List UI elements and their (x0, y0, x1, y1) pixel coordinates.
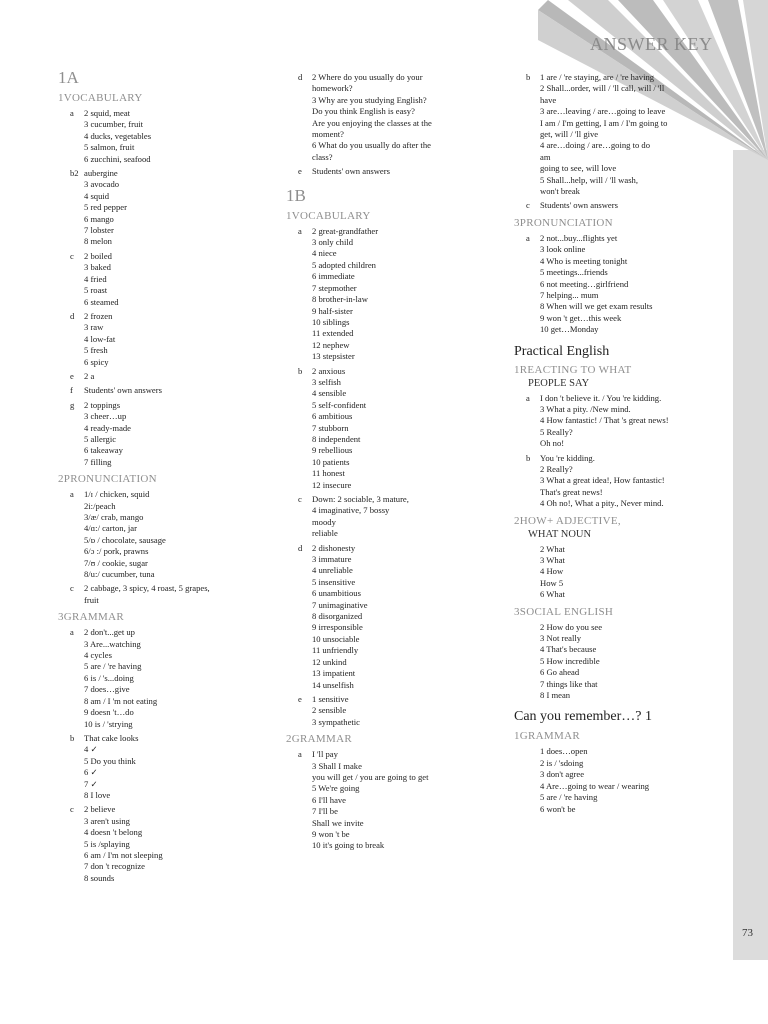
exercise-group (286, 366, 482, 491)
answer-line: 3 immature (312, 554, 352, 565)
grammar-exercises (286, 749, 482, 852)
exercise-group (58, 733, 236, 801)
column-2 (286, 69, 482, 855)
answer-line: 2i:/peach (84, 500, 116, 511)
answer-line: 2 How do you see (540, 621, 603, 632)
answer-line: That's great news! (540, 486, 603, 497)
answer-line: 5 are / 're having (84, 661, 142, 672)
answer-line: 3 What a pity. /New mind. (540, 403, 631, 414)
answer-line: 7 ✓ (84, 778, 98, 789)
answer-line: 5 is /splaying (84, 838, 130, 849)
exercise-group (58, 371, 236, 382)
answer-line: 2 anxious (312, 365, 346, 376)
exercise-label: a (526, 392, 530, 403)
answer-line: 3 Are...watching (84, 638, 141, 649)
answer-line: 7 don 't recognize (84, 861, 145, 872)
answer-line: 3 don't agree (540, 769, 585, 780)
exercise-label: d (298, 542, 303, 553)
exercise-group (58, 168, 236, 248)
exercise-group (286, 494, 482, 540)
answer-line: reliable (312, 528, 338, 539)
answer-line: 10 unsociable (312, 633, 360, 644)
answer-line: 10 get…Monday (540, 324, 599, 335)
answer-line: 4 squid (84, 190, 110, 201)
answer-line: 4 How (540, 566, 564, 577)
answer-line: 4 fried (84, 273, 107, 284)
answer-line: 2 cabbage, 3 spicy, 4 roast, 5 grapes, (84, 583, 210, 594)
exercise-group (58, 400, 236, 468)
answer-line: 10 is / 'strying (84, 718, 133, 729)
section-heading: 1VOCABULARY (58, 92, 143, 104)
answer-line: 11 honest (312, 468, 345, 479)
answer-line: 2 dishonesty (312, 542, 356, 553)
answer-line: 8 brother-in-law (312, 294, 368, 305)
answer-line: am (540, 151, 551, 162)
exercise-label: b (526, 72, 531, 82)
reacting-exercises (514, 393, 714, 510)
answer-line: 9 irresponsible (312, 622, 363, 633)
answer-line: 6 not meeting…girlfriend (540, 278, 629, 289)
answer-line: 6 takeaway (84, 445, 123, 456)
section-heading: 1GRAMMAR (514, 730, 580, 743)
answer-line: 8 am / I 'm not eating (84, 695, 158, 706)
exercise-label: a (70, 627, 74, 638)
section-subheading: WHAT NOUN (528, 528, 592, 540)
answer-line: 9 won 't get…this week (540, 312, 622, 323)
answer-line: Do you think English is easy? (312, 106, 415, 117)
section-heading: 2HOW+ ADJECTIVE, (514, 514, 621, 527)
answer-line: 3 are…leaving / are…going to leave (540, 106, 666, 117)
answer-line: 2 Really? (540, 463, 573, 474)
exercise-label: c (70, 804, 74, 815)
answer-line: fruit (84, 594, 99, 605)
answer-line: 12 unkind (312, 656, 347, 667)
answer-line: 3 What a great idea!, How fantastic! (540, 475, 665, 486)
answer-line: going to see, will love (540, 163, 617, 174)
pronunciation-exercises (514, 233, 714, 336)
answer-line: 6 unambitious (312, 588, 361, 599)
remember-grammar-answers (514, 746, 714, 814)
exercise-group (58, 627, 236, 730)
exercise-label: e (298, 693, 302, 704)
exercise-group (286, 694, 482, 728)
answer-line: 10 siblings (312, 316, 350, 327)
column-3 (514, 69, 714, 818)
exercise-label: e (298, 166, 302, 177)
answer-line: Are you enjoying the classes at the (312, 117, 432, 128)
answer-line: 4 low-fat (84, 333, 116, 344)
answer-line: 5 How incredible (540, 655, 600, 666)
exercise-label: d (70, 310, 75, 321)
answer-line: 2 believe (84, 804, 116, 815)
answer-line: 6 won't be (540, 803, 576, 814)
exercise-group (58, 108, 236, 165)
exercise-label: b (70, 732, 75, 743)
exercise-group (58, 251, 236, 308)
exercise-group (286, 226, 482, 363)
answer-line: 8/u:/ cucumber, tuna (84, 569, 155, 580)
answer-line: 7 I'll be (312, 806, 338, 817)
answer-line: 3 avocado (84, 179, 120, 190)
answer-line: homework? (312, 83, 353, 94)
answer-line: 3 sympathetic (312, 716, 360, 727)
answer-line: 8 I love (84, 789, 111, 800)
answer-line: 13 impatient (312, 668, 356, 679)
answer-line: 6 steamed (84, 296, 119, 307)
answer-line: 2 squid, meat (84, 108, 131, 118)
exercise-label: c (526, 200, 530, 211)
answer-line: 3 What (540, 555, 565, 565)
answer-line: 3 baked (84, 262, 111, 273)
answer-line: 6 What do you usually do after the (312, 140, 431, 151)
answer-line: have (540, 94, 557, 105)
answer-line: 2 is / 'sdoing (540, 757, 584, 768)
answer-line: 1/ɪ / chicken, squid (84, 489, 150, 500)
answer-line: 6 immediate (312, 271, 355, 282)
answer-line: 3 Not really (540, 633, 582, 644)
exercise-group (58, 583, 236, 606)
answer-line: 6 is / 's...doing (84, 672, 134, 683)
answer-line: 5 self-confident (312, 399, 367, 410)
answer-line: won't break (540, 186, 580, 197)
answer-line: get, will / 'll give (540, 129, 599, 140)
answer-line: 2 don't...get up (84, 627, 135, 638)
exercise-group (286, 72, 482, 163)
answer-line: 2 Where do you usually do your (312, 72, 423, 82)
exercise-d (286, 72, 482, 163)
how-adjective-answers (514, 544, 714, 601)
answer-line: 14 unselfish (312, 679, 354, 690)
grammar-exercises (58, 627, 236, 884)
answer-line: 2 a (84, 370, 95, 381)
answer-line: Students' own answers (540, 200, 618, 211)
answer-line: 1 sensitive (312, 693, 349, 704)
answer-line: 2 sensible (312, 705, 347, 716)
section-heading: 1REACTING TO WHAT (514, 363, 632, 376)
exercise-group (58, 804, 236, 884)
answer-line: 4 doesn 't belong (84, 827, 143, 838)
answer-line: 6/ɔ :/ pork, prawns (84, 546, 149, 557)
answer-line: 5 insensitive (312, 576, 356, 587)
answer-line: 5/ɒ / chocolate, sausage (84, 534, 166, 545)
answer-line: 3 look online (540, 244, 586, 255)
section-heading: 1VOCABULARY (286, 209, 371, 222)
exercise-c (514, 200, 714, 211)
exercise-label: b (526, 452, 531, 463)
practical-english-heading: Practical English (514, 343, 610, 359)
answer-line: 7 stepmother (312, 282, 357, 293)
pronunciation-exercises (58, 489, 236, 606)
answer-line: 7 things like that (540, 678, 598, 689)
answer-line: 7/ʊ / cookie, sugar (84, 557, 148, 568)
column-1 (58, 66, 236, 887)
answer-line: 5 meetings...friends (540, 267, 608, 278)
exercise-label: b (298, 365, 303, 376)
answer-line: 4 ✓ (84, 744, 98, 755)
answer-line: 13 stepsister (312, 351, 355, 362)
answer-line: 8 sounds (84, 872, 115, 883)
answer-line: I don 't believe it. / You 're kidding. (540, 392, 662, 403)
answer-line: 5 Really? (540, 426, 573, 437)
answer-line: 8 disorganized (312, 611, 363, 622)
exercise-label: c (70, 250, 74, 261)
answer-line: 3 cheer…up (84, 411, 127, 422)
exercise-group (514, 233, 714, 336)
answer-line: 10 patients (312, 456, 350, 467)
exercise-label: g (70, 399, 75, 410)
answer-line: 4 cycles (84, 650, 112, 661)
exercise-label: f (70, 385, 73, 396)
unit-heading-1a: 1A (58, 68, 79, 87)
vocabulary-exercises (286, 226, 482, 728)
answer-line: 8 independent (312, 433, 361, 444)
exercise-e (286, 166, 482, 177)
answer-line: 8 When will we get exam results (540, 301, 653, 312)
section-heading: 2GRAMMAR (286, 733, 352, 746)
exercise-group (58, 489, 236, 580)
answer-line: 2 What (540, 543, 565, 554)
exercise-label: c (298, 494, 302, 504)
answer-line: 8 I mean (540, 690, 571, 701)
answer-line: 6 spicy (84, 356, 109, 367)
answer-line: 6 I'll have (312, 794, 347, 805)
exercise-label: b2 (70, 168, 79, 179)
section-heading: 3GRAMMAR (58, 611, 124, 624)
answer-line: 4 niece (312, 248, 337, 259)
answer-line: 9 won 't be (312, 828, 350, 839)
answer-line: You 're kidding. (540, 452, 595, 463)
answer-line: 8 melon (84, 236, 112, 247)
section-heading: 3PRONUNCIATION (514, 216, 613, 229)
section-heading: 3SOCIAL ENGLISH (514, 605, 614, 618)
answer-line: 12 insecure (312, 479, 352, 490)
answer-line: 4 ducks, vegetables (84, 130, 152, 141)
unit-heading-1b: 1B (286, 185, 306, 205)
answer-line: 3 selfish (312, 376, 341, 387)
exercise-group (286, 749, 482, 852)
answer-line: moment? (312, 129, 344, 140)
answer-line: Students' own answers (84, 385, 162, 396)
exercise-label: d (298, 72, 303, 82)
answer-line: 5 allergic (84, 433, 117, 444)
answer-line: 4 Who is meeting tonight (540, 255, 628, 266)
answer-line: 5 are / 're having (540, 792, 598, 803)
answer-line: 3 only child (312, 237, 354, 248)
exercise-group (514, 393, 714, 450)
answer-line: 7 helping... mum (540, 289, 599, 300)
answer-line: 3/æ/ crab, mango (84, 512, 144, 522)
answer-line: 6 mango (84, 213, 114, 224)
answer-line: 7 filling (84, 456, 112, 467)
answer-line: 12 nephew (312, 339, 350, 350)
answer-line: 2 toppings (84, 399, 121, 410)
answer-line: Down: 2 sociable, 3 mature, (312, 494, 409, 504)
answer-line: 6 ambitious (312, 411, 353, 422)
answer-line: 11 unfriendly (312, 645, 359, 656)
answer-line: 4 That's because (540, 644, 597, 655)
exercise-group (514, 72, 714, 197)
answer-line: 9 doesn 't…do (84, 707, 134, 718)
answer-line: 9 half-sister (312, 305, 353, 316)
answer-line: 7 unimaginative (312, 599, 368, 610)
answer-line: 4 unreliable (312, 565, 353, 576)
exercise-group (286, 543, 482, 691)
answer-line: 6 What (540, 589, 565, 600)
answer-line: 1 does…open (540, 746, 588, 757)
answer-line: 4 imaginative, 7 bossy (312, 505, 390, 516)
answer-line: I am / I'm getting, I am / I'm going to (540, 117, 668, 128)
answer-line: 4 ready-made (84, 422, 132, 433)
answer-line: 6 Go ahead (540, 667, 580, 678)
answer-line: 2 boiled (84, 250, 112, 261)
exercise-label: c (70, 583, 74, 594)
answer-line: you will get / you are going to get (312, 771, 429, 782)
exercise-label: e (70, 370, 74, 381)
section-subheading: PEOPLE SAY (528, 377, 590, 389)
exercise-group (58, 385, 236, 396)
exercise-group (286, 166, 482, 177)
answer-line: 4 Oh no!, What a pity., Never mind. (540, 498, 664, 509)
answer-line: 2 frozen (84, 310, 113, 321)
answer-line: 5 red pepper (84, 202, 127, 213)
exercise-label: a (298, 225, 302, 236)
page-number: 73 (742, 927, 753, 939)
answer-line: 6 ✓ (84, 767, 98, 778)
social-english-answers (514, 622, 714, 702)
answer-line: aubergine (84, 168, 118, 179)
answer-line: 3 Shall I make (312, 760, 362, 771)
answer-line: 7 stubborn (312, 422, 349, 433)
exercise-label: a (526, 232, 530, 243)
answer-line: 5 fresh (84, 345, 108, 356)
answer-line: 3 raw (84, 322, 104, 333)
answer-line: 4 How fantastic! / That 's great news! (540, 415, 669, 426)
exercise-label: a (70, 489, 74, 500)
answer-line: 9 rebellious (312, 445, 353, 456)
answer-line: I 'll pay (312, 749, 338, 760)
answer-line: 5 salmon, fruit (84, 142, 135, 153)
answer-line: 7 lobster (84, 225, 114, 236)
answer-line: 4 sensible (312, 388, 347, 399)
answer-line: 5 adopted children (312, 259, 376, 270)
exercise-b (514, 72, 714, 197)
exercise-label: a (70, 108, 74, 118)
exercise-group (58, 311, 236, 368)
answer-line: 11 extended (312, 328, 354, 339)
vocabulary-exercises (58, 108, 236, 468)
answer-line: 4/ɑ:/ carton, jar (84, 523, 137, 534)
answer-line: Oh no! (540, 438, 565, 449)
answer-line: 4 Are…going to wear / wearing (540, 780, 650, 791)
answer-line: 3 cucumber, fruit (84, 119, 144, 130)
answer-line: 5 roast (84, 285, 108, 296)
answer-line: Students' own answers (312, 166, 390, 177)
answer-line: 6 zucchini, seafood (84, 153, 151, 164)
answer-line: class? (312, 151, 333, 162)
answer-line: 2 great-grandfather (312, 225, 379, 236)
answer-line: That cake looks (84, 732, 139, 743)
answer-line: 5 We're going (312, 783, 360, 794)
answer-line: 3 Why are you studying English? (312, 94, 427, 105)
answer-line: How 5 (540, 577, 564, 588)
exercise-group (514, 200, 714, 211)
section-heading: 2PRONUNCIATION (58, 473, 157, 486)
answer-line: 1 are / 're staying, are / 're having (540, 72, 655, 82)
answer-key-title: ANSWER KEY (590, 34, 713, 54)
exercise-group (514, 453, 714, 510)
answer-line: moody (312, 516, 336, 527)
answer-line: 4 are…doing / are…going to do (540, 140, 651, 151)
can-you-remember-heading: Can you remember…? 1 (514, 709, 653, 725)
exercise-label: a (298, 749, 302, 760)
answer-line: 5 Do you think (84, 755, 136, 766)
answer-line: Shall we invite (312, 817, 364, 828)
answer-line: 7 does…give (84, 684, 130, 695)
answer-line: 5 Shall...help, will / 'll wash, (540, 174, 638, 185)
answer-line: 10 it's going to break (312, 840, 385, 851)
answer-line: 3 aren't using (84, 815, 130, 826)
right-margin-band (733, 150, 768, 960)
answer-line: 2 Shall...order, will / 'll call, will / 'll (540, 83, 665, 94)
answer-line: 6 am / I'm not sleeping (84, 849, 163, 860)
answer-line: 2 not...buy...flights yet (540, 232, 618, 243)
